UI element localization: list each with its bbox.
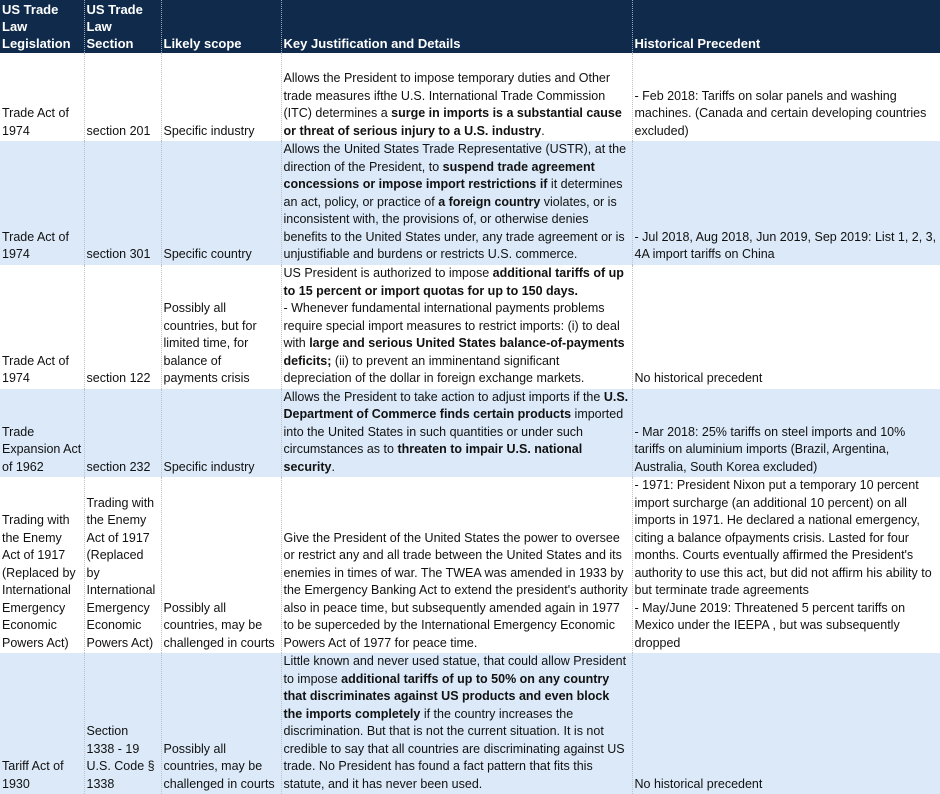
details-bold-text: U.S. Department of Commerce finds certain products — [283, 389, 629, 421]
details-bold-text: threaten to impair U.S. national security — [283, 442, 583, 474]
cell-section: section 301 — [84, 141, 161, 265]
header-row — [0, 0, 940, 53]
details-text: . — [331, 459, 335, 474]
header-scope: Likely scope — [161, 0, 281, 53]
cell-precedent — [632, 53, 940, 141]
cell-scope: Possibly all countries, but for limited time, for balance of payments crisis — [161, 265, 281, 389]
cell-scope: Specific country — [161, 141, 281, 265]
precedent-item: - 1971: President Nixon put a temporary 10 percent import surcharge (an additional 10 percent) on all imports in 1971. He declared a national emergency, citing a balance ofpayments crisis. Lasted for four months. Courts eventually affirmed the President's authority to use this act, but did not affirm his ability to but terminate trade agreements — [634, 478, 932, 597]
header-legislation: US Trade Law Legislation — [0, 0, 84, 53]
details-text: if the country increases the discrimination. But that is not the current situation. It is not credible to say that all countries are discriminating against US trade. No President has found a fact pattern that fits this statute, and it has never been used. — [283, 706, 625, 791]
cell-legislation: Trade Act of 1974 — [0, 141, 84, 265]
cell-details — [281, 389, 632, 478]
details-text: Give the President of the United States the power to oversee or restrict any and all trade between the United States and its enemies in times of war. The TWEA was amended in 1933 by the Emergency Banking Act to extend the president's authority also in peace time, but subsequently amended again in 1977 to be superceded by the International Emergency Economic Powers Act of 1977 for peace time. — [283, 530, 628, 650]
details-bold-text: additional tariffs of up to 15 percent or import quotas for up to 150 days. — [283, 266, 624, 298]
table-row — [0, 265, 940, 389]
details-text: . — [541, 123, 545, 138]
details-bold-text: large and serious United States balance-of-payments deficits; — [283, 336, 625, 368]
details-text: - Whenever fundamental international payments problems require special import measures to restrict imports: (i) to deal with — [283, 301, 620, 350]
cell-details — [281, 53, 632, 141]
details-text: Allows the United States Trade Representative (USTR), at the direction of the President, to — [283, 142, 627, 174]
details-text: Allows the President to take action to adjust imports if the — [283, 389, 604, 404]
details-bold-text: surge in imports is a substantial cause or threat of serious injury to a U.S. industry — [283, 106, 622, 138]
header-section: US Trade Law Section — [84, 0, 161, 53]
header-details: Key Justification and Details — [281, 0, 632, 53]
table-row — [0, 477, 940, 653]
details-bold-text: a foreign country — [438, 194, 541, 209]
details-text: (ii) to prevent an imminentand significant depreciation of the dollar in foreign exchange markets. — [283, 353, 585, 385]
details-text: violates, or is inconsistent with, the provisions of, or otherwise denies benefits to the United States under, any trade agreement or is unjustifiable and burdens or restricts U.S. commerce. — [283, 194, 625, 261]
table-body — [0, 53, 940, 794]
cell-scope: Possibly all countries, may be challenged in courts — [161, 653, 281, 794]
cell-section: section 201 — [84, 53, 161, 141]
cell-scope: Possibly all countries, may be challenged in courts — [161, 477, 281, 653]
details-text: Little known and never used statue, that could allow President to impose — [283, 654, 627, 686]
details-bold-text: additional tariffs of up to 50% on any country that discriminates against US products and even block the imports completely — [283, 671, 610, 721]
cell-legislation: Trading with the Enemy Act of 1917 (Replaced by International Emergency Economic Powers Act) — [0, 477, 84, 653]
cell-details — [281, 265, 632, 389]
precedent-item: - May/June 2019: Threatened 5 percent tariffs on Mexico under the IEEPA , but was subsequently dropped — [634, 600, 906, 650]
cell-precedent — [632, 265, 940, 389]
header-precedent: Historical Precedent — [632, 0, 940, 53]
cell-scope: Specific industry — [161, 389, 281, 478]
table-row — [0, 141, 940, 265]
cell-legislation: Trade Expansion Act of 1962 — [0, 389, 84, 478]
cell-legislation: Tariff Act of 1930 — [0, 653, 84, 794]
details-text: it determines an act, policy, or practice of — [283, 177, 623, 209]
cell-precedent — [632, 477, 940, 653]
cell-details — [281, 653, 632, 794]
cell-precedent — [632, 141, 940, 265]
details-text: Allows the President to impose temporary duties and Other trade measures ifthe U.S. International Trade Commission (ITC) determines a — [283, 71, 611, 120]
cell-section: section 122 — [84, 265, 161, 389]
cell-section: section 232 — [84, 389, 161, 478]
details-bold-text: suspend trade agreement concessions or impose import restrictions if — [283, 159, 595, 191]
cell-precedent — [632, 653, 940, 794]
details-text: imported into the United States in such quantities or under such circumstances as to — [283, 407, 624, 456]
cell-details — [281, 477, 632, 653]
precedent-item: - Mar 2018: 25% tariffs on steel imports and 10% tariffs on aluminium imports (Brazil, Argentina, Australia, South Korea excluded) — [634, 424, 906, 474]
details-text: US President is authorized to impose — [283, 266, 493, 280]
table-row — [0, 653, 940, 794]
precedent-item: No historical precedent — [634, 776, 763, 791]
cell-legislation: Trade Act of 1974 — [0, 53, 84, 141]
cell-section: Section 1338 - 19 U.S. Code § 1338 — [84, 653, 161, 794]
cell-section: Trading with the Enemy Act of 1917 (Replaced by International Emergency Economic Powers Act) — [84, 477, 161, 653]
precedent-item: - Feb 2018: Tariffs on solar panels and washing machines. (Canada and certain developing countries excluded) — [634, 88, 927, 138]
cell-details — [281, 141, 632, 265]
table-row — [0, 389, 940, 478]
cell-legislation: Trade Act of 1974 — [0, 265, 84, 389]
cell-scope: Specific industry — [161, 53, 281, 141]
cell-precedent — [632, 389, 940, 478]
precedent-item: No historical precedent — [634, 371, 763, 385]
precedent-item: - Jul 2018, Aug 2018, Jun 2019, Sep 2019: List 1, 2, 3, 4A import tariffs on China — [634, 229, 937, 261]
table-row — [0, 53, 940, 141]
